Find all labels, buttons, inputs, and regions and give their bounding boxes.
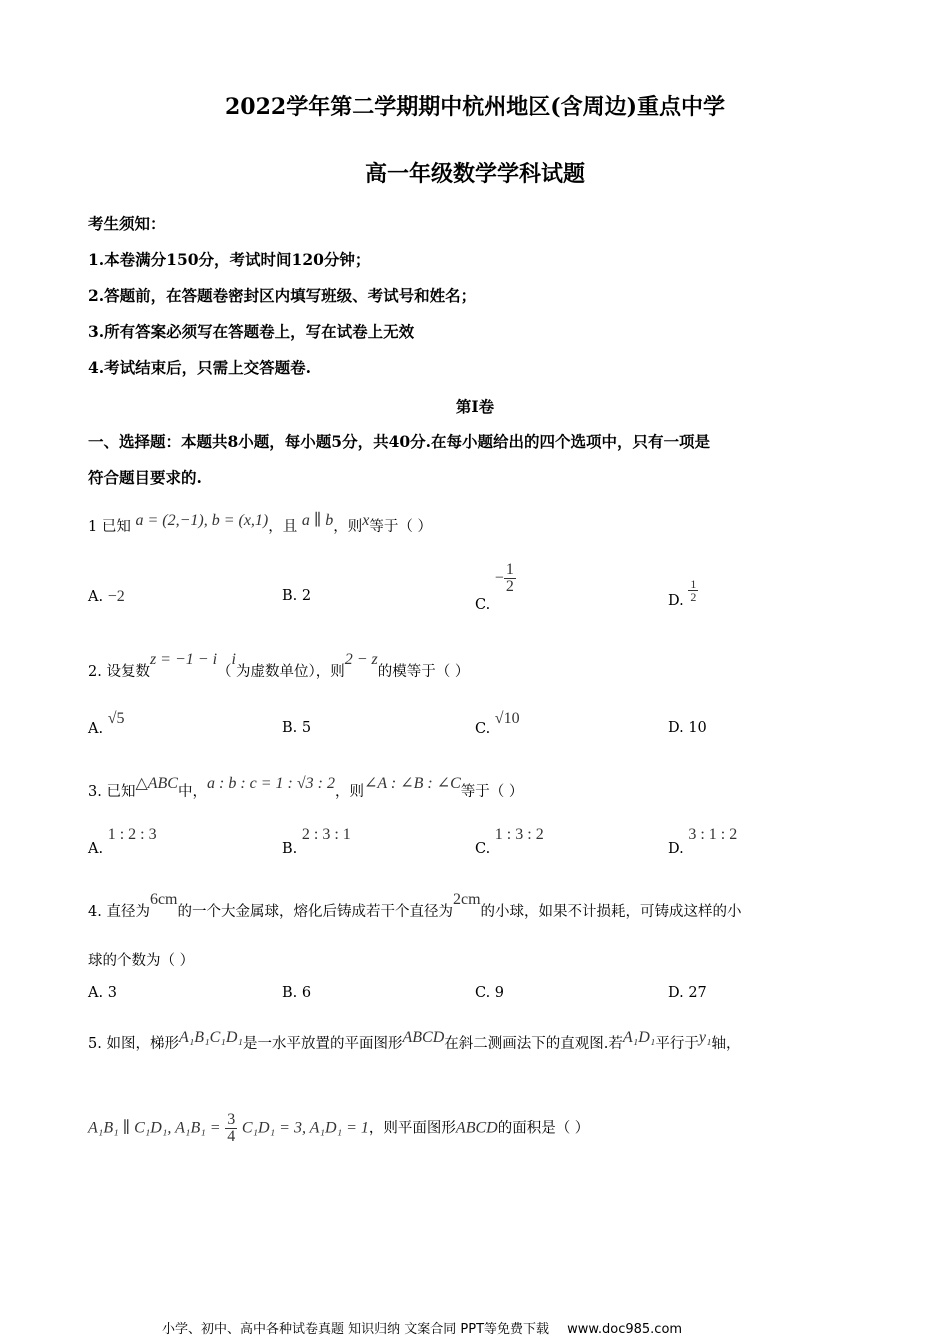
q5-prefix: 5. 如图，梯形 — [88, 1036, 179, 1052]
q2-math-z: z = −1 − i — [149, 651, 218, 668]
q5-math-c1d1: C₁D₁ = 3, A₁D₁ = 1 — [241, 1119, 369, 1137]
option-label: C. — [475, 596, 491, 613]
option-label: B. — [282, 985, 298, 1001]
footer-text: 小学、初中、高中各种试卷真题 知识归纳 文案合同 PPT等免费下载 — [162, 1322, 550, 1337]
q2-suffix: 的模等于（ ） — [377, 664, 470, 680]
section-heading-line2: 符合题目要求的. — [88, 468, 202, 487]
q2-option-b[interactable] — [282, 720, 311, 736]
q3-math-triangle: △ABC — [135, 775, 178, 792]
q2-math-i: i — [231, 651, 236, 668]
q5-math-trapezoid: A₁B₁C₁D₁ — [178, 1029, 243, 1046]
question-2-stem — [88, 651, 470, 681]
option-value: 2 : 3 : 1 — [301, 826, 351, 843]
option-value: 27 — [688, 985, 707, 1001]
q5-math-abcd: ABCD — [402, 1029, 445, 1046]
q3-math-angles: ∠A : ∠B : ∠C — [363, 775, 461, 792]
q4-option-a[interactable] — [88, 985, 117, 1001]
q5-mid: 是一水平放置的平面图形 — [242, 1036, 403, 1052]
volume-label: 第Ⅰ卷 — [455, 397, 495, 416]
question-1-stem — [88, 512, 432, 536]
fraction-denominator: 2 — [505, 578, 514, 595]
q5-math-a1d1: A₁D₁ — [622, 1029, 656, 1046]
q2-math-expr: 2 − z — [344, 651, 378, 668]
option-label: D. — [668, 841, 684, 857]
notice-item: 4.考试结束后，只需上交答题卷. — [88, 358, 312, 377]
q4-suffix: 的小球，如果不计损耗，可铸成这样的小 — [480, 904, 742, 920]
q5-suffix: 轴， — [711, 1036, 741, 1052]
q4-option-c[interactable] — [475, 985, 504, 1001]
fraction-denominator: 2 — [690, 590, 697, 604]
option-label: B. — [282, 720, 298, 736]
q1-option-a[interactable] — [88, 588, 125, 606]
exam-title-line2: 高一年级数学学科试题 — [364, 161, 585, 187]
q2-prefix: 2. 设复数 — [88, 664, 150, 680]
exam-title-line1: 2022学年第二学期期中杭州地区(含周边)重点中学 — [224, 94, 726, 120]
option-value: 2 — [301, 588, 312, 604]
q1-mid: ，且 — [268, 519, 298, 535]
q5-math-a1b1: A₁B₁ ∥ C₁D₁, A₁B₁ = — [88, 1119, 221, 1137]
option-value: 9 — [494, 985, 505, 1001]
q3-option-d[interactable] — [668, 826, 738, 858]
option-label: B. — [282, 841, 298, 857]
q2-mid: （ — [217, 664, 232, 680]
option-value: 3 — [107, 985, 117, 1001]
option-label: D. — [668, 720, 684, 736]
q5-fraction — [225, 1112, 237, 1145]
question-5-stem — [88, 1029, 741, 1053]
option-label: D. — [668, 592, 684, 609]
option-label: C. — [475, 841, 491, 857]
option-value: −2 — [107, 588, 125, 605]
footer-link[interactable]: www.doc985.com — [567, 1322, 683, 1337]
option-value: √5 — [107, 710, 125, 727]
option-label: A. — [88, 589, 104, 605]
question-3-stem — [88, 775, 524, 801]
option-label: A. — [88, 721, 104, 737]
q1-math-vectors: a = (2,−1), b = (x,1) — [135, 512, 269, 529]
q3-suffix: 等于（ ） — [460, 784, 524, 800]
q4-math-big-diameter: 6cm — [149, 891, 178, 908]
option-label: C. — [475, 985, 491, 1001]
notice-item: 1.本卷满分150分，考试时间120分钟； — [88, 250, 371, 269]
q5-line2-suffix: 的面积是（ ） — [497, 1120, 590, 1137]
q3-prefix: 3. 已知 — [88, 784, 136, 800]
q2-mid2: 为虚数单位），则 — [235, 664, 345, 680]
section-heading-line1: 一、选择题：本题共8小题，每小题5分，共40分.在每小题给出的四个选项中，只有一项是 — [88, 432, 711, 451]
q3-mid: 中， — [177, 784, 207, 800]
option-sign: − — [494, 569, 504, 587]
q1-suffix: 等于（ ） — [369, 519, 432, 535]
option-value: 1 : 3 : 2 — [494, 826, 544, 843]
q4-math-small-diameter: 2cm — [453, 891, 481, 908]
q5-line2-mid: ，则平面图形 — [368, 1120, 456, 1137]
q3-option-b[interactable] — [282, 826, 351, 858]
q2-option-c[interactable] — [475, 710, 520, 738]
q4-prefix: 4. 直径为 — [88, 904, 150, 920]
notice-item: 2.答题前，在答题卷密封区内填写班级、考试号和姓名； — [88, 286, 477, 305]
q1-mid2: ，则 — [333, 519, 363, 535]
q4-stem-line2: 球的个数为（ ） — [88, 953, 195, 969]
option-value: √10 — [494, 710, 520, 727]
option-fraction — [688, 578, 698, 603]
fraction-numerator: 1 — [690, 577, 697, 591]
notice-heading: 考生须知： — [88, 214, 166, 233]
option-label: A. — [88, 841, 104, 857]
fraction-numerator: 3 — [227, 1111, 236, 1128]
notice-item: 3.所有答案必须写在答题卷上，写在试卷上无效 — [88, 322, 415, 341]
option-value: 6 — [301, 985, 312, 1001]
q3-math-ratio: a : b : c = 1 : √3 : 2 — [206, 775, 335, 792]
q1-math-x: x — [362, 512, 370, 529]
option-value: 5 — [301, 720, 312, 736]
q3-mid2: ，则 — [334, 784, 364, 800]
q5-mid2: 在斜二测画法下的直观图.若 — [444, 1036, 623, 1052]
option-label: D. — [668, 985, 684, 1001]
option-label: A. — [88, 985, 104, 1001]
q1-option-c[interactable] — [475, 561, 516, 613]
q5-stem-line2 — [88, 1112, 589, 1145]
q4-option-b[interactable] — [282, 985, 311, 1001]
option-fraction — [504, 562, 516, 595]
q1-prefix: 1 已知 — [88, 519, 131, 535]
option-label: C. — [475, 721, 491, 737]
q3-option-c[interactable] — [475, 826, 544, 858]
q5-math-y1: y₁ — [698, 1029, 712, 1046]
q4-mid: 的一个大金属球，熔化后铸成若干个直径为 — [177, 904, 453, 920]
footer — [162, 1318, 682, 1337]
q2-option-a[interactable] — [88, 710, 125, 738]
question-4-stem — [88, 891, 742, 921]
option-value: 3 : 1 : 2 — [688, 826, 738, 843]
q1-option-d[interactable] — [668, 577, 698, 609]
fraction-denominator: 4 — [227, 1128, 236, 1145]
q1-math-parallel: a ∥ b — [301, 512, 334, 529]
fraction-numerator: 1 — [505, 561, 514, 578]
q4-option-d[interactable] — [668, 985, 707, 1001]
q2-option-d[interactable] — [668, 720, 707, 736]
option-value: 1 : 2 : 3 — [107, 826, 157, 843]
q3-option-a[interactable] — [88, 826, 157, 858]
option-label: B. — [282, 588, 298, 604]
option-value: 10 — [688, 720, 707, 736]
q1-option-b[interactable] — [282, 588, 311, 604]
q5-mid3: 平行于 — [655, 1036, 699, 1052]
q5-line2-abcd: ABCD — [455, 1119, 498, 1137]
